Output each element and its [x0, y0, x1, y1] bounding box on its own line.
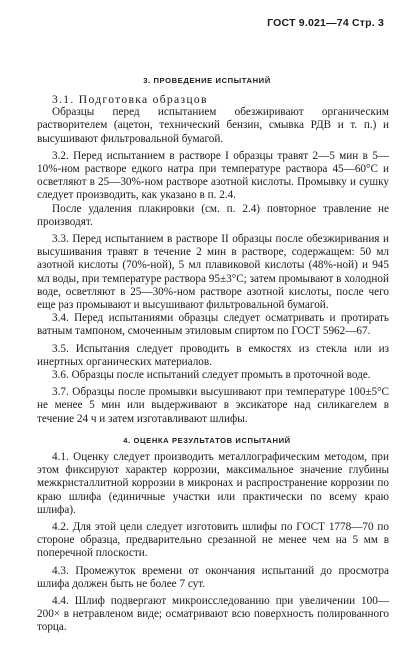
paragraph: 3.3. Перед испытанием в растворе II образцы после обезжиривания и высушивания травят в течение 2 мин в растворе, содержащем: 50 мл азотной кислоты (70%-ной), 5 мл плавиковой кислоты (48%-ной) и 945 мл воды, при температуре раствора 95±3°С; затем промывают в холодной воде, осветляют в 25—30%-ном растворе азотной кислоты, после чего еще раз промывают и высушивают фильтровальной бумагой.: [37, 233, 389, 312]
paragraph: 4.3. Промежуток времени от окончания испытаний до просмотра шлифа должен быть не более 7 сут.: [37, 564, 389, 590]
paragraph: Образцы перед испытанием обезжиривают органическим растворителем (ацетон, технический бензин, смывка РДВ и т. п.) и высушивают фильтровальной бумагой.: [37, 106, 389, 145]
paragraph: 3.6. Образцы после испытаний следует промыть в проточной воде.: [52, 369, 371, 382]
paragraph: 3.2. Перед испытанием в растворе I образцы травят 2—5 мин в 5—10%-ном растворе едкого натра при температуре раствора 45—60°С и осветляют в 25—30%-ном растворе азотной кислоты. Промывку и сушку следует производить, как указано в п. 2.4.: [37, 149, 389, 202]
paragraph: 4.4. Шлиф подвергают микроисследованию при увеличении 100—200× в нетравленом виде; осматривают всю поверхность полированного торца.: [37, 595, 389, 634]
paragraph: 3.5. Испытания следует проводить в емкостях из стекла или из инертных органических материалов.: [37, 342, 389, 368]
paragraph: 4.2. Для этой цели следует изготовить шлифы по ГОСТ 1778—70 по стороне образца, предварительно срезанной не менее чем на 5 мм в поперечной плоскости.: [37, 521, 389, 560]
paragraph: После удаления плакировки (см. п. 2.4) повторное травление не производят.: [37, 202, 389, 228]
page-header: ГОСТ 9.021—74 Стр. 3: [267, 17, 384, 29]
paragraph: 3.4. Перед испытаниями образцы следует осматривать и протирать ватным тампоном, смоченным этиловым спиртом по ГОСТ 5962—67.: [37, 312, 389, 338]
section-4-title: 4. ОЦЕНКА РЕЗУЛЬТАТОВ ИСПЫТАНИЙ: [123, 436, 291, 445]
section-3-body: [37, 93, 389, 426]
section-3-title: 3. ПРОВЕДЕНИЕ ИСПЫТАНИЙ: [143, 76, 271, 85]
subsection-3-1-heading: 3.1. Подготовка образцов: [52, 93, 208, 106]
paragraph: 3.7. Образцы после промывки высушивают при температуре 100±5°С не менее 5 мин или выдерживают в эксикаторе над силикагелем в течение 24 ч и затем изготавливают шлифы.: [37, 386, 389, 425]
section-4-body: [37, 451, 389, 635]
paragraph: 4.1. Оценку следует производить металлографическим методом, при этом фиксируют характер коррозии, максимальное значение глубины межкристаллитной коррозии в микронах и распространение коррозии по краю шлифа (единичные участки или практически по всему краю шлифа).: [37, 451, 389, 516]
